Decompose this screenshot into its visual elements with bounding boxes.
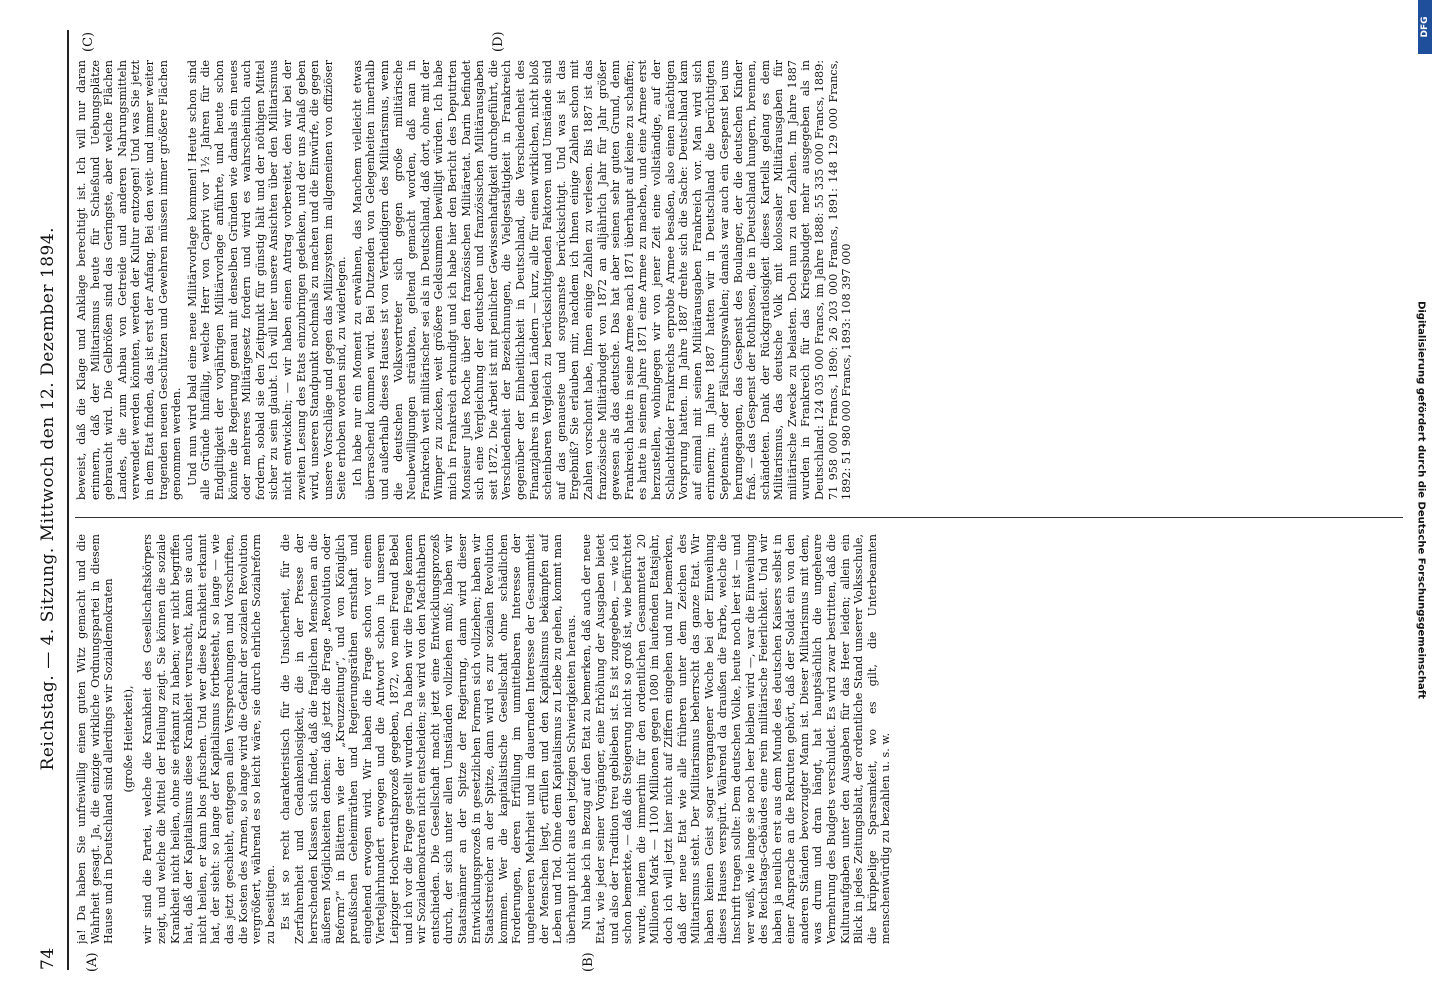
paragraph: Es ist so recht charakteristisch für die Unsicherheit, für die Zerfahrenheit und Gedankenlosigkeit, die in der Presse der herrschenden Klassen sich findet, daß die fraglichen Menschen an die äußeren Möglichkeiten denken: daß jetzt die Frage „Revolution oder Reform?“ in Blättern wie der „Kreuzzeitung“, und von Königlich preußischen Geheimräthen und Regierungsräthen ernsthaft und eingehend erwogen wird. Wir haben die Frage schon vor einem Vierteljahrhundert erwogen und die Antwort schon in unserem Leipziger Hochverrathsprozeß gegeben, 1872, wo mein Freund Bebel und ich vor die Frage gestellt wurden. Da haben wir die Frage kennen wir Sozialdemokraten nicht entscheiden; sie wird von den Machthabern entschieden. Die Gesellschaft macht jetzt eine Entwicklungsprozeß durch, der sich unter allen Umständen vollziehen muß; haben wir Staatsmänner an der Spitze der Regierung, dann wird dieser Entwicklungsprozeß in gesetzlichen Formen sich vollziehen; haben wir Staatsstreicher an der Spitze, dann wird es zur sozialen Revolution kommen. Wer die kapitalistische Gesellschaft ohne schädlichen Forderungen, deren Erfüllung im unmittelbaren Interesse der ungeheueren Mehrheit und im dauernden Interesse der Gesammtheit der Menschen liegt, erfüllen und den Kapitalismus bekämpfen auf Leben und Tod. Ohne dem Kapitalismus zu Leibe zu gehen, kommt man überhaupt nicht aus den jetzigen Schwierigkeiten heraus. [279,534,578,944]
paragraph: Ich habe nur ein Moment zu erwähnen, das Manchem vielleicht etwas überraschend kommen wird. Bei Dutzenden von Gelegenheiten innerhalb und außerhalb dieses Hauses ist von Vertheidigern des Militarismus, wenn die deutschen Volksvertreter sich gegen große militärische Neubewilligungen sträubten, geltend gemacht worden, daß man in Frankreich weit militärischer sei als in Deutschland, daß dort, ohne mit der Wimper zu zucken, weit größere Geldsummen bewilligt würden. Ich habe mich in Frankreich erkundigt und ich habe hier den Bericht des Deputirten Monsieur Jules Roche über den französischen Militäretat. Darin befindet sich eine Vergleichung der deutschen und französischen Militärausgaben seit 1872. Die Arbeit ist mit peinlicher Gewissenhaftigkeit durchgeführt, die Verschiedenheit der Bezeichnungen, die Vielgestaltigkeit in Frankreich gegenüber der Einheitlichkeit in Deutschland, die Verschiedenheit des Finanzjahres in beiden Ländern — kurz, alle für einen wirklichen, nicht bloß scheinbaren Vergleich zu berücksichtigenden Faktoren und Umstände sind auf das genaueste und sorgsamste berücksichtigt. Und was ist das Ergebniß? Sie erlauben mir, nachdem ich Ihnen einige Zahlen schon mit Zahlen vorschont habe, Ihnen einige Zahlen zu verlesen. Bis 1887 ist das französische Militärbudget von 1872 an alljährlich Jahr für Jahr größer gewesen als das deutsche. Das hat aber seinen sehr guten Grund, denn Frankreich hatte in seine Armee nach 1871 überhaupt auf keine zu schaffen; es hatte in seinem Jahre 1871 eine Armee zu machen, und eine Armee erst herzustellen, wohingegen wir von jener Zeit eine vollständige, auf der Schlachtfelder Frankreichs erprobte Armee besaßen, also einen mächtigen Vorsprung hatten. Im Jahre 1887 drehte sich die Sache: Deutschland kam auf einmal mit seinen Militärausgaben Frankreich vor. Man wird sich erinnern; im Jahre 1887 hatten wir in Deutschland die berüchtigten Septennats- oder Fälschungswahlen; damals war auch ein Gespenst bei uns herumgegangen, das Gespenst des Boulanger, der die deutschen Kinder fraß. — das Gespenst der Rothhosen, die in Deutschland hungern, brennen, schändeten. Dank der Rückgratlosigkeit dieses Kartells gelang es dem Militarismus, das deutsche Volk mit kolossaler Militärausgaben für militärische Zwecke zu belasten. Doch nun zu den Zahlen. Im Jahre 1887 wurden in Frankreich für das Kriegsbudget mehr ausgegeben als in Deutschland: 124 035 000 Francs, im Jahre 1888: 55 335 000 Francs, 1889: 71 958 000 Francs, 1890: 26 203 000 Francs, 1891: 148 129 000 Francs, 1892: 51 980 000 Francs, 1893: 108 397 000 [350,60,854,500]
paragraph: Und nun wird bald eine neue Militärvorlage kommen! Heute schon sind alle Gründe hinfällig, welche Herr von Caprivi vor 1½ Jahren für die Endgiltigkeit der vorjährigen Militärvorlage anführte, und heute schon könnte die Regierung genau mit denselben Gründen wie damals ein neues oder mehreres Militärgesetz fordern und wird es wahrscheinlich auch fordern, sobald sie den Zeitpunkt für günstig hält und der nöthigen Mittel sicher zu sein glaubt. Ich will hier unsere Ansichten über den Militarismus nicht entwickeln; — wir haben einen Antrag vorbereitet, den wir bei der zweiten Lesung des Etats einzubringen gedenken, und der uns Anlaß geben wird, unseren Standpunkt nochmals zu machen und die Einwürfe, die gegen unsere Vorschläge und gegen das Milizsystem im allgemeinen von offiziöser Seite erhoben worden sind, zu widerlegen. [185,60,349,500]
paragraph: wir sind die Partei, welche die Krankheit des Gesellschaftskörpers zeigt, und welche die Mittel der Heilung zeigt. Sie können die soziale Krankheit nicht heilen, ohne sie erkannt zu haben; wer nicht begriffen hat, daß der Kapitalismus diese Krankheit verursacht, kann sie auch nicht heilen, er kann blos pfuschen. Und wer diese Krankheit erkannt hat, der sieht: so lange der Kapitalismus fortbesteht, so lange — wie das jetzt geschieht, entgegen allen Versprechungen und Vorschriften, die Kosten des Armen, so lange wird die Gefahr der sozialen Revolution vergrößert, während es so leicht wäre, sie durch ehrliche Sozialreform zu beseitigen. [141,534,277,944]
paragraph: Nun habe ich in Bezug auf den Etat zu bemerken, daß auch der neue Etat, wie jeder seiner Vorgänger, eine Erhöhung der Ausgaben bietet und also der Tradition treu geblieben ist. Es ist zugegeben, — wie ich schon bemerkte, — daß die Steigerung nicht so groß ist, wie befürchtet wurde, indem die immerhin für den ordentlichen Gesammtetat 20 Millionen Mark — 1100 Millionen gegen 1080 im laufenden Etatsjahr, doch ich will jetzt hier nicht auf Ziffern eingehen und nur bemerken, daß der neue Etat wie alle früheren unter dem Zeichen des Militarismus steht. Der Militarismus beherrscht das ganze Etat. Wir haben keinen Geist sogar vergangener Woche bei der Einweihung dieses Hauses verspürt. Während da draußen die Farbe, welche die Inschrift tragen sollte: Dem deutschen Volke, heute noch leer ist — und wer weiß, wie lange sie noch leer bleiben wird —, war die Einweihung des Reichstags-Gebäudes eine rein militärische Feierlichkeit. Und wir haben ja neulich erst aus dem Munde des deutschen Kaisers selbst in einer Ansprache an die Rekruten gehört, daß der Soldat ein von den anderen Ständen bevorzugter Mann ist. Dieser Militarismus mit dem, was drum und dran hängt, hat hauptsächlich die ungeheure Vermehrung des Budgets verschuldet. Es wird zwar bestritten, daß die Kulturaufgaben unter den Ausgaben für das Heer leiden; allein ein Blick in jedes Zeitungsblatt, der ordentliche Stand unserer Volksschule, die krüppelige Sparsamkeit, wo es gilt, die Unterbeamten menschenwürdig zu bezahlen u. s. w. [580,534,893,944]
column-divider [75,517,1403,518]
page-header [31,30,65,970]
rotated-page-content [21,20,1411,980]
digitization-note: Digitalisierung gefördert durch die Deutsche Forschungsgemeinschaft [1415,301,1427,699]
paragraph-remark: (große Heiterkeit), [121,685,135,793]
page-title: Reichstag. — 4. Sitzung. Mittwoch den 12. Dezember 1894. [38,226,58,771]
margin-marker-d: (D) [491,31,506,52]
margin-marker-a: (A) [85,952,100,972]
right-column [75,60,1405,500]
margin-marker-b: (B) [581,952,596,972]
page-number: 74 [38,947,58,970]
header-rule [67,30,69,970]
dfg-logo: DFG [1418,0,1432,54]
left-column [75,534,1405,944]
paragraph: beweist, daß die Klage und Anklage berechtigt ist. Ich will nur daran erinnern, daß der Militarismus heute für Schießund Uebungsplätze gebraucht wird. Die Gelbrößen sind das Geringste, aber welche Flächen Landes, die zum Anbau von Getreide und anderen Nahrungsmitteln verwendet werden könnten, werden der Kultur entzogen! Und was Sie jetzt in dem Etat finden, das ist erst der Anfang. Bei den weit- und immer weiter tragenden neuen Geschützen und Gewehren müssen immer größere Flächen genommen werden. [75,60,184,500]
paragraph: ja! Da haben Sie unfreiwillig einen guten Witz gemacht und die Wahrheit gesagt. Ja, die einzige wirkliche Ordnungspartei in diesem Hause und in Deutschland sind allerdings wir Sozialdemokraten [75,534,116,944]
margin-marker-c: (C) [81,31,96,52]
